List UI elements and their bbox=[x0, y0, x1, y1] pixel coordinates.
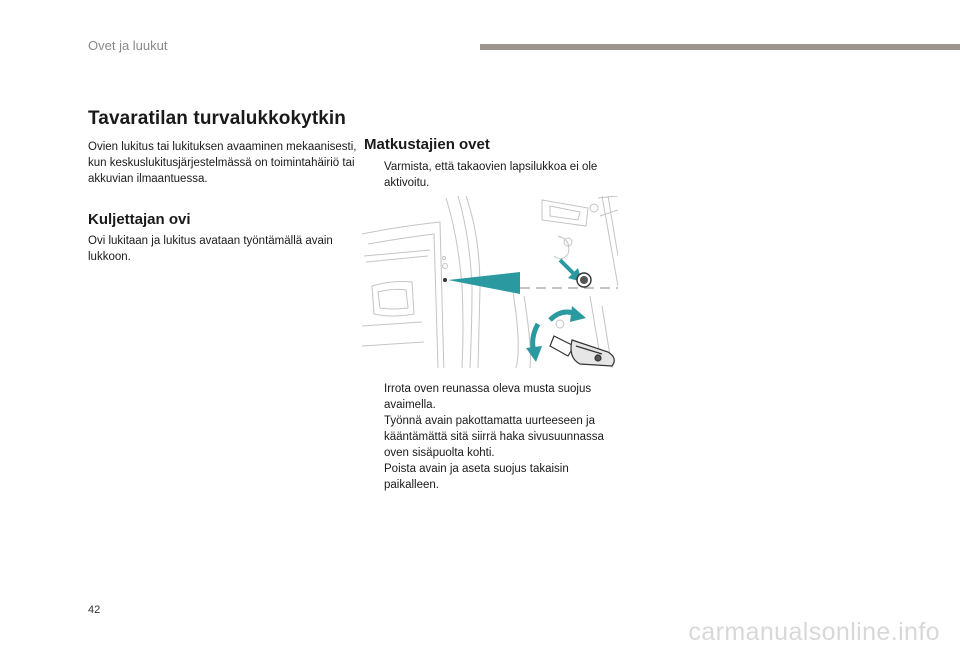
key-icon bbox=[550, 336, 614, 366]
passenger-instructions-top bbox=[364, 159, 624, 191]
instruction-item bbox=[364, 461, 624, 493]
instruction-item bbox=[364, 413, 624, 461]
instruction-item bbox=[364, 381, 624, 413]
page-title: Tavaratilan turvalukkokytkin bbox=[88, 108, 346, 129]
instruction-text: Irrota oven reunassa oleva musta suojus avaimella. bbox=[384, 383, 592, 411]
door-lock-illustration bbox=[362, 196, 618, 368]
section-header-title: Ovet ja luukut bbox=[88, 38, 168, 53]
instruction-text: Varmista, että takaovien lapsilukkoa ei ole aktivoitu. bbox=[384, 161, 598, 189]
lock-cover-icon bbox=[577, 273, 591, 287]
page-number: 42 bbox=[88, 604, 101, 616]
driver-door-text: Ovi lukitaan ja lukitus avataan työntämällä avain lukkoon. bbox=[88, 235, 333, 263]
passenger-instructions-bottom bbox=[364, 381, 624, 493]
watermark: carmanualsonline.info bbox=[688, 618, 940, 646]
instruction-item bbox=[364, 159, 624, 191]
instruction-text: Poista avain ja aseta suojus takaisin paikalleen. bbox=[384, 463, 569, 491]
passenger-doors-heading: Matkustajien ovet bbox=[364, 136, 490, 153]
driver-door-heading: Kuljettajan ovi bbox=[88, 211, 191, 228]
intro-paragraph: Ovien lukitus tai lukituksen avaaminen mekaanisesti, kun keskuslukitusjärjestelmässä on toimintahäiriö tai akkuvian ilmaantuessa. bbox=[88, 141, 357, 185]
section-header-bar bbox=[480, 44, 960, 50]
instruction-text: Työnnä avain pakottamatta uurteeseen ja kääntämättä sitä siirrä haka sivusuunnassa oven sisäpuolta kohti. bbox=[384, 415, 604, 459]
